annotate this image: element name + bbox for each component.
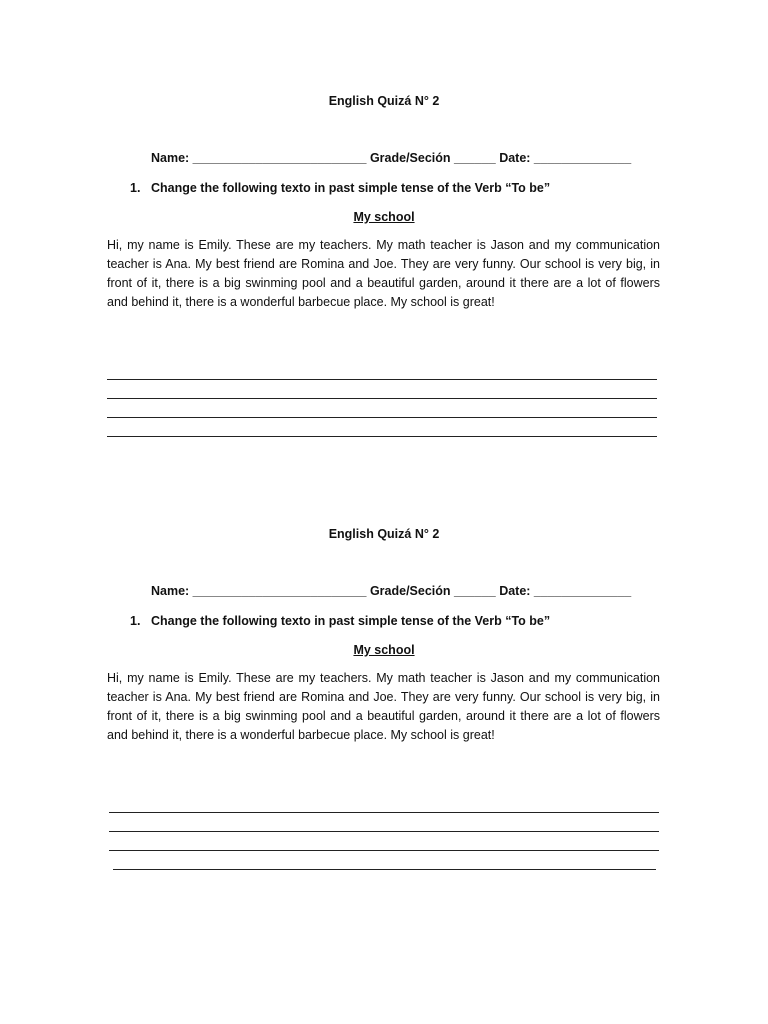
answer-line[interactable] — [107, 379, 657, 380]
instruction-number: 1. — [130, 181, 141, 195]
instruction — [130, 613, 550, 629]
student-info-fields: Name: _________________________ Grade/Seción ______ Date: ______________ — [151, 584, 632, 598]
reading-paragraph: Hi, my name is Emily. These are my teachers. My math teacher is Jason and my communication teacher is Ana. My best friend are Romina and Joe. They are very funny. Our school is very big, in front of it, there is a big swinming pool and a beautiful garden, around it there are a lot of flowers and behind it, there is a wonderful barbecue place. My school is great! — [107, 671, 660, 742]
quiz-section-1 — [0, 93, 768, 309]
quiz-title: English Quizá N° 2 — [328, 527, 440, 541]
instruction — [130, 180, 550, 196]
reading-paragraph: Hi, my name is Emily. These are my teachers. My math teacher is Jason and my communication teacher is Ana. My best friend are Romina and Joe. They are very funny. Our school is very big, in front of it, there is a big swinming pool and a beautiful garden, around it there are a lot of flowers and behind it, there is a wonderful barbecue place. My school is great! — [107, 238, 660, 309]
answer-line[interactable] — [109, 812, 659, 813]
instruction-text: Change the following texto in past simple tense of the Verb “To be” — [151, 614, 551, 628]
answer-line[interactable] — [113, 869, 656, 870]
student-info-fields: Name: _________________________ Grade/Seción ______ Date: ______________ — [151, 151, 632, 165]
answer-line[interactable] — [107, 417, 657, 418]
quiz-title: English Quizá N° 2 — [328, 94, 440, 108]
instruction-text: Change the following texto in past simple tense of the Verb “To be” — [151, 181, 551, 195]
quiz-section-2 — [0, 526, 768, 742]
answer-line[interactable] — [109, 850, 659, 851]
answer-line[interactable] — [109, 831, 659, 832]
reading-title: My school — [353, 210, 415, 224]
answer-line[interactable] — [107, 398, 657, 399]
answer-line[interactable] — [107, 436, 657, 437]
instruction-number: 1. — [130, 614, 141, 628]
reading-title: My school — [353, 643, 415, 657]
